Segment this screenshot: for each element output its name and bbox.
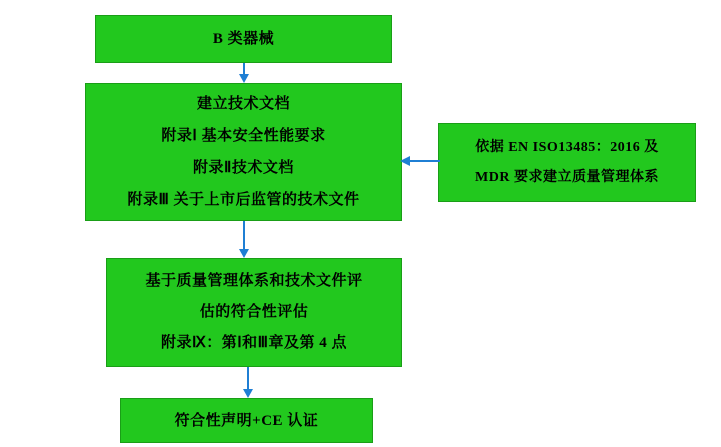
node-tech-doc-line-2: 附录Ⅰ 基本安全性能要求: [161, 128, 326, 144]
arrow-b-class-to-tech-doc: [236, 63, 252, 84]
node-qms-requirement-reference[interactable]: [438, 123, 696, 202]
node-qms-ref-line-1: 依据 EN ISO13485：2016 及: [475, 139, 659, 155]
node-establish-technical-documentation[interactable]: [85, 83, 402, 221]
node-tech-doc-line-3: 附录Ⅱ技术文档: [193, 160, 294, 176]
arrow-conformity-to-declaration: [240, 367, 256, 399]
arrow-tech-doc-to-conformity: [236, 221, 252, 259]
node-b-class-device-line-1: B 类器械: [212, 31, 275, 47]
node-declaration-line-1: 符合性声明+CE 认证: [174, 412, 319, 429]
node-qms-ref-line-2: MDR 要求建立质量管理体系: [475, 169, 659, 185]
node-tech-doc-line-1: 建立技术文档: [196, 96, 290, 112]
node-conformity-line-3: 附录Ⅸ：第Ⅰ和Ⅲ章及第 4 点: [160, 335, 348, 351]
node-conformity-line-2: 估的符合性评估: [199, 304, 309, 320]
arrow-qms-ref-to-tech-doc: [400, 154, 440, 168]
node-conformity-line-1: 基于质量管理体系和技术文件评: [145, 273, 363, 289]
node-b-class-device[interactable]: [95, 15, 392, 63]
node-declaration-of-conformity[interactable]: [120, 398, 373, 443]
node-tech-doc-line-4: 附录Ⅲ 关于上市后监管的技术文件: [127, 192, 360, 208]
node-conformity-assessment[interactable]: [106, 258, 402, 367]
